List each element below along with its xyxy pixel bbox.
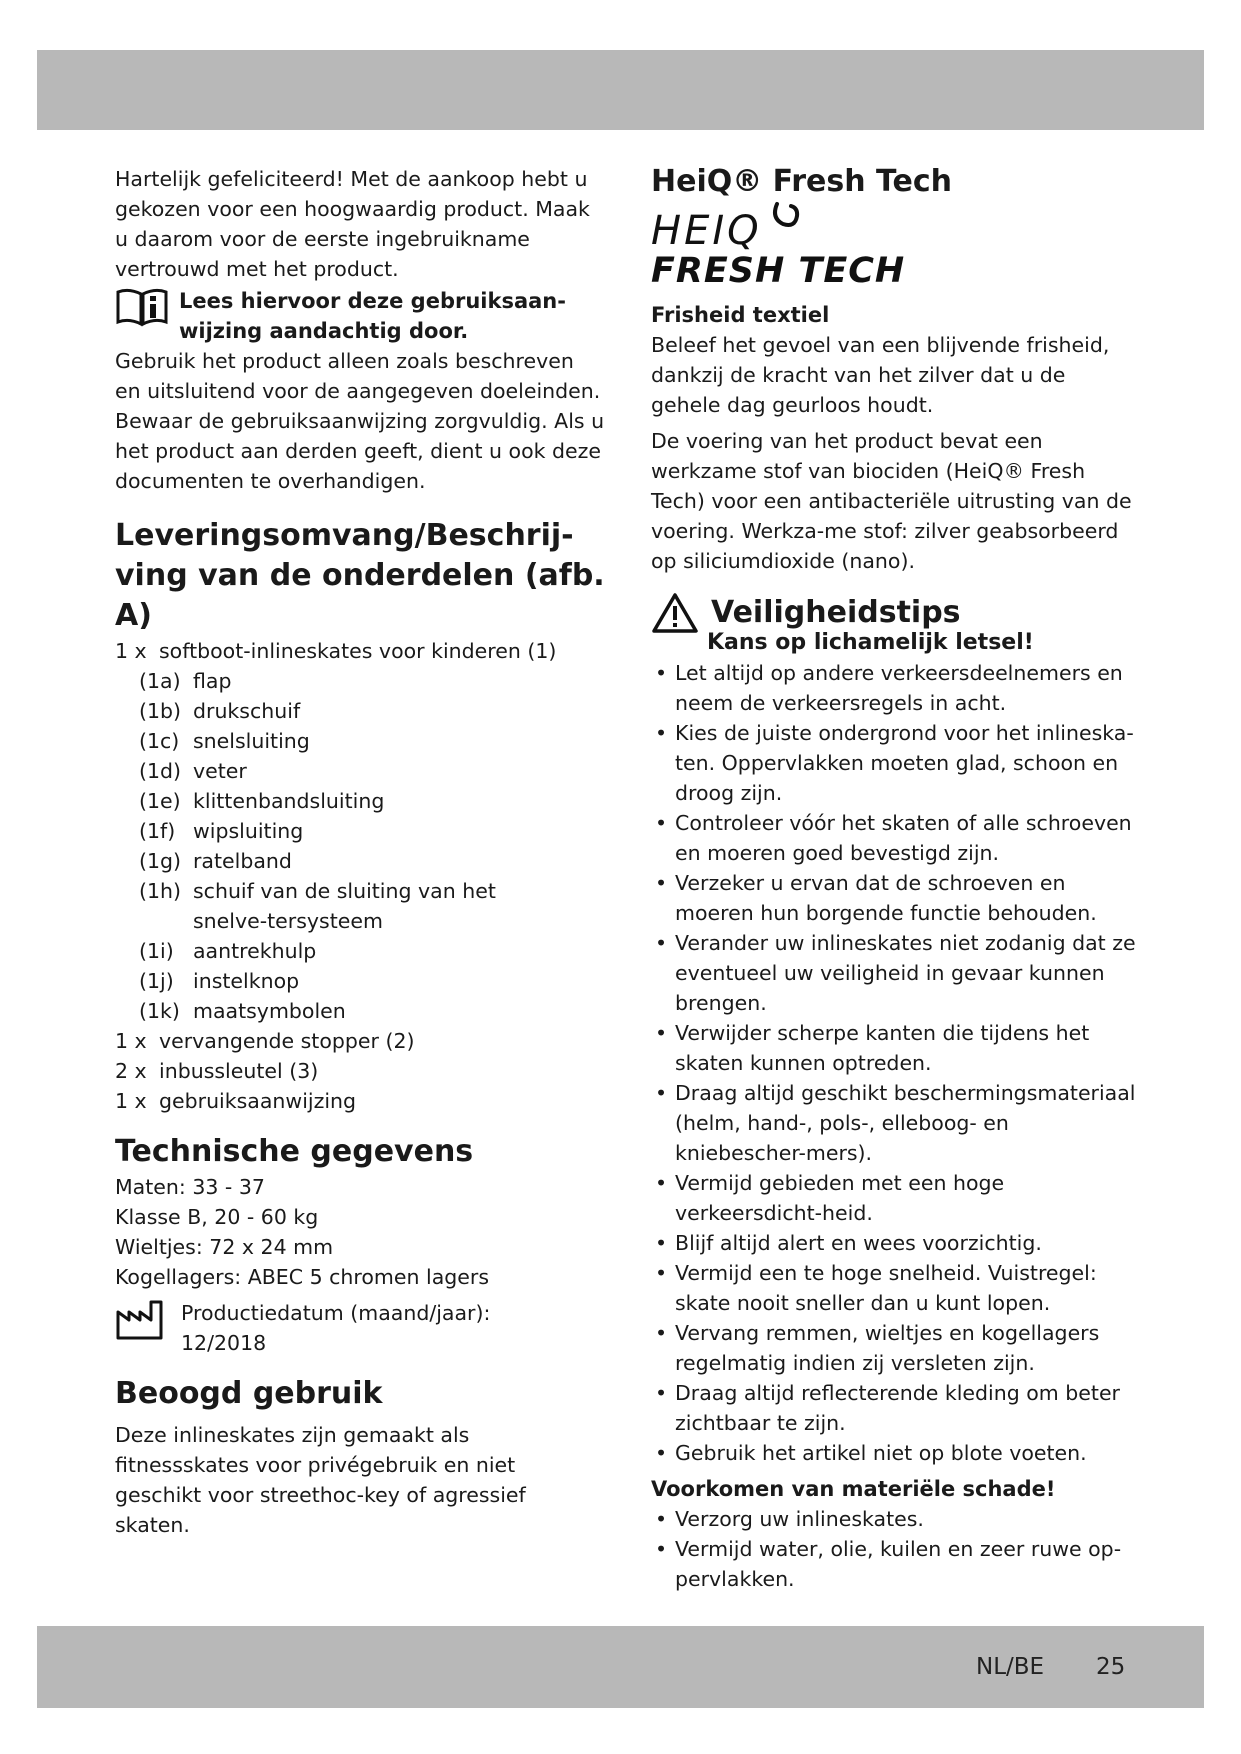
footer-language: NL/BE [976,1654,1045,1680]
header-band [37,50,1204,130]
part-text: drukschuif [193,699,301,723]
extra-qty: 1 x [115,1089,147,1113]
part-text: snelsluiting [193,729,310,753]
part-text: wipsluiting [193,819,304,843]
part-item [115,786,605,816]
safety-item: • Kies de juiste ondergrond voor het inlineska-ten. Oppervlakken moeten glad, schoon en droog zijn. [651,718,1141,808]
logo-swirl-icon [769,200,801,230]
part-code: (1e) [139,789,181,813]
part-item [115,666,605,696]
tech-line: Wieltjes: 72 x 24 mm [115,1235,334,1259]
part-item [115,696,605,726]
extra-qty: 2 x [115,1059,147,1083]
safety-item: • Verzeker u ervan dat de schroeven en moeren hun borgende functie behouden. [651,868,1141,928]
safety-list [651,658,1141,1468]
tech-heading: Technische gegevens [115,1134,474,1169]
part-code: (1k) [139,999,180,1023]
logo-fresh-text: FRESH TECH [651,251,906,291]
part-item [115,996,605,1026]
part-code: (1j) [139,969,174,993]
safety-item: • Verander uw inlineskates niet zodanig dat ze eventueel uw veiligheid in gevaar kunnen brengen. [651,928,1141,1018]
part-item [115,936,605,966]
use-heading: Beoogd gebruik [115,1376,383,1411]
safety-heading: Veiligheidstips [711,595,961,630]
damage-item: • Verzorg uw inlineskates. [651,1504,1141,1534]
part-code: (1c) [139,729,180,753]
part-text: instelknop [193,969,300,993]
warning-icon [651,592,699,634]
safety-item: • Vervang remmen, wieltjes en kogellagers regelmatig indien zij versleten zijn. [651,1318,1141,1378]
part-code: (1b) [139,699,182,723]
safety-item: • Verwijder scherpe kanten die tijdens het skaten kunnen optreden. [651,1018,1141,1078]
part-text: klittenbandsluiting [193,789,385,813]
safety-subheading: Kans op lichamelijk letsel! [707,630,1034,655]
safety-item: • Draag altijd reflecterende kleding om beter zichtbaar te zijn. [651,1378,1141,1438]
part-text: schuif van de sluiting van het snelve-tersysteem [193,879,496,933]
heiq-heading: HeiQ® Fresh Tech [651,164,953,199]
right-column [651,162,1141,1594]
safety-item: • Vermijd een te hoge snelheid. Vuistregel: skate nooit sneller dan u kunt lopen. [651,1258,1141,1318]
safety-item: • Gebruik het artikel niet op blote voeten. [651,1438,1141,1468]
damage-heading: Voorkomen van materiële schade! [651,1477,1056,1501]
part-code: (1g) [139,849,182,873]
usage-text: Gebruik het product alleen zoals beschreven en uitsluitend voor de aangegeven doeleinden. Bewaar de gebruiksaanwijzing zorgvuldig. Als u het product aan derden geeft, dient u ook deze documenten te overhandigen. [115,349,605,493]
parts-list [115,636,605,1026]
page-number: 25 [1096,1654,1126,1680]
extra-text: gebruiksaanwijzing [159,1089,357,1113]
scope-heading: Leveringsomvang/Beschrij-ving van de onderdelen (afb. A) [115,518,605,633]
use-text: Deze inlineskates zijn gemaakt als fitnessskates voor privégebruik en niet geschikt voor streethoc-key of agressief skaten. [115,1423,526,1537]
safety-item: • Let altijd op andere verkeersdeelnemers en neem de verkeersregels in acht. [651,658,1141,718]
manual-note-text: Lees hiervoor deze gebruiksaan-wijzing aandachtig door. [179,289,566,343]
tech-line: Klasse B, 20 - 60 kg [115,1205,319,1229]
parts-text: softboot-inlineskates voor kinderen (1) [159,639,557,663]
logo-heiq-text: HEIQ [651,208,762,254]
parts-qty: 1 x [115,639,147,663]
production-date [115,1298,605,1358]
fresh-paragraph-2: De voering van het product bevat een werkzame stof van biociden (HeiQ® Fresh Tech) voor een antibacteriële uitrusting van de voering. Werkza-me stof: zilver geabsorbeerd op siliciumdioxide (nano). [651,429,1132,573]
part-code: (1h) [139,879,182,903]
safety-item: • Draag altijd geschikt beschermingsmateriaal (helm, hand-, pols-, elleboog- en kniebescher-mers). [651,1078,1141,1168]
part-item [115,876,605,936]
part-text: veter [193,759,247,783]
factory-icon [115,1298,167,1346]
tech-line: Maten: 33 - 37 [115,1175,265,1199]
heiq-logo [651,208,1141,291]
part-text: aantrekhulp [193,939,317,963]
part-code: (1a) [139,669,181,693]
damage-list [651,1504,1141,1594]
part-text: maatsymbolen [193,999,346,1023]
book-info-icon [115,286,169,332]
part-item [115,756,605,786]
manual-note [115,286,605,346]
part-code: (1f) [139,819,176,843]
safety-item: • Blijf altijd alert en wees voorzichtig. [651,1228,1141,1258]
part-text: ratelband [193,849,292,873]
part-code: (1i) [139,939,174,963]
extra-text: vervangende stopper (2) [159,1029,415,1053]
production-date-value: 12/2018 [181,1331,267,1355]
parts-main-item [115,636,605,666]
extra-item [115,1086,605,1116]
fresh-subheading: Frisheid textiel [651,303,830,327]
intro-text: Hartelijk gefeliciteerd! Met de aankoop hebt u gekozen voor een hoogwaardig product. Maak u daarom voor de eerste ingebruikname vertrouwd met het product. [115,167,590,281]
part-code: (1d) [139,759,182,783]
extra-item [115,1026,605,1056]
left-column [115,164,605,1540]
part-text: flap [193,669,232,693]
safety-item: • Controleer vóór het skaten of alle schroeven en moeren goed bevestigd zijn. [651,808,1141,868]
safety-item: • Vermijd gebieden met een hoge verkeersdicht-heid. [651,1168,1141,1228]
fresh-paragraph-1: Beleef het gevoel van een blijvende frisheid, dankzij de kracht van het zilver dat u de gehele dag geurloos houdt. [651,333,1110,417]
production-date-label: Productiedatum (maand/jaar): [181,1301,491,1325]
extra-text: inbussleutel (3) [159,1059,319,1083]
extra-item [115,1056,605,1086]
part-item [115,726,605,756]
extras-list [115,1026,605,1116]
extra-qty: 1 x [115,1029,147,1053]
part-item [115,816,605,846]
tech-line: Kogellagers: ABEC 5 chromen lagers [115,1265,489,1289]
part-item [115,846,605,876]
part-item [115,966,605,996]
damage-item: • Vermijd water, olie, kuilen en zeer ruwe op-pervlakken. [651,1534,1141,1594]
